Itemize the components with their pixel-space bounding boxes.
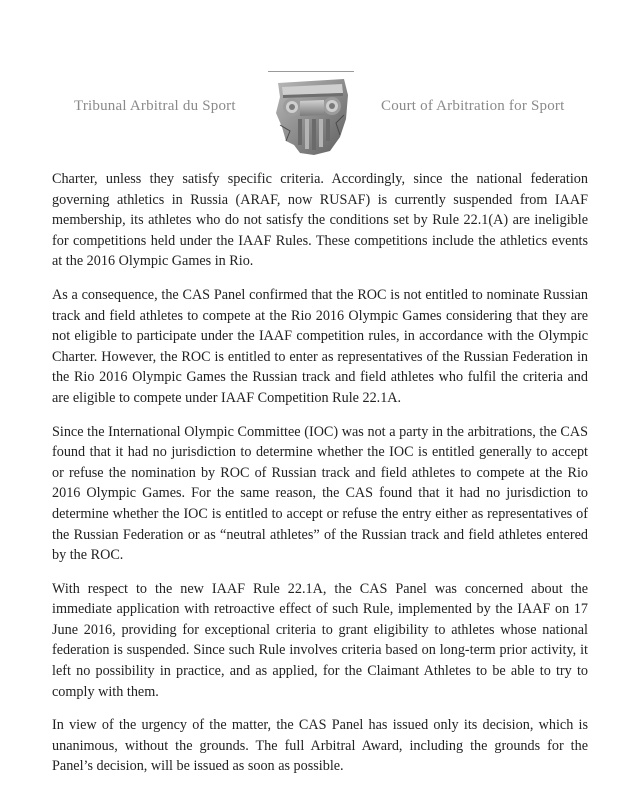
column-capital-icon	[274, 75, 352, 157]
header-rule	[268, 71, 354, 72]
paragraph-3: Since the International Olympic Committee (IOC) was not a party in the arbitrations, the CAS found that it had no jurisdiction to determine whether the IOC is entitled generally to accept or refuse the nomination by ROC of Russian track and field athletes to compete at the Rio 2016 Olympic Games. For the same reason, the CAS found that it had no jurisdiction to determine whether the IOC is entitled to accept or refuse the entry either as representatives of the Russian Federation or as “neutral athletes” of the Russian track and field athletes entered by the ROC.	[52, 423, 588, 564]
paragraph-4: With respect to the new IAAF Rule 22.1A, the CAS Panel was concerned about the immediate application with retroactive effect of such Rule, implemented by the IAAF on 17 June 2016, providing for exceptional criteria to grant eligibility to athletes whose national federation is suspended. Since such Rule involves criteria based on long-term prior activity, it left no possibility in practice, and as applied, for the Claimant Athletes to be able to try to comply with them.	[52, 580, 588, 700]
paragraph-5: In view of the urgency of the matter, the CAS Panel has issued only its decision, which is unanimous, without the grounds. The full Arbitral Award, including the grounds for the Panel’s decision, will be issued as soon as possible.	[52, 717, 588, 775]
letterhead	[0, 0, 640, 150]
document-body	[52, 169, 588, 790]
letterhead-french-name: Tribunal Arbitral du Sport	[74, 98, 236, 114]
paragraph-1: Charter, unless they satisfy specific criteria. Accordingly, since the national federation governing athletics in Russia (ARAF, now RUSAF) is currently suspended from IAAF membership, its athletes who do not satisfy the conditions set by Rule 22.1(A) are ineligible for competitions held under the IAAF Rules. These competitions include the athletics events at the 2016 Olympic Games in Rio.	[52, 171, 588, 270]
paragraph-2: As a consequence, the CAS Panel confirmed that the ROC is not entitled to nominate Russian track and field athletes to compete at the Rio 2016 Olympic Games considering that they are not eligible to participate under the IAAF competition rules, in accordance with the Olympic Charter. However, the ROC is entitled to enter as representatives of the Russian Federation in the Rio 2016 Olympic Games the Russian track and field athletes who fulfil the criteria and are eligible to compete under IAAF Competition Rule 22.1A.	[52, 286, 588, 406]
letterhead-english-name: Court of Arbitration for Sport	[381, 98, 565, 114]
